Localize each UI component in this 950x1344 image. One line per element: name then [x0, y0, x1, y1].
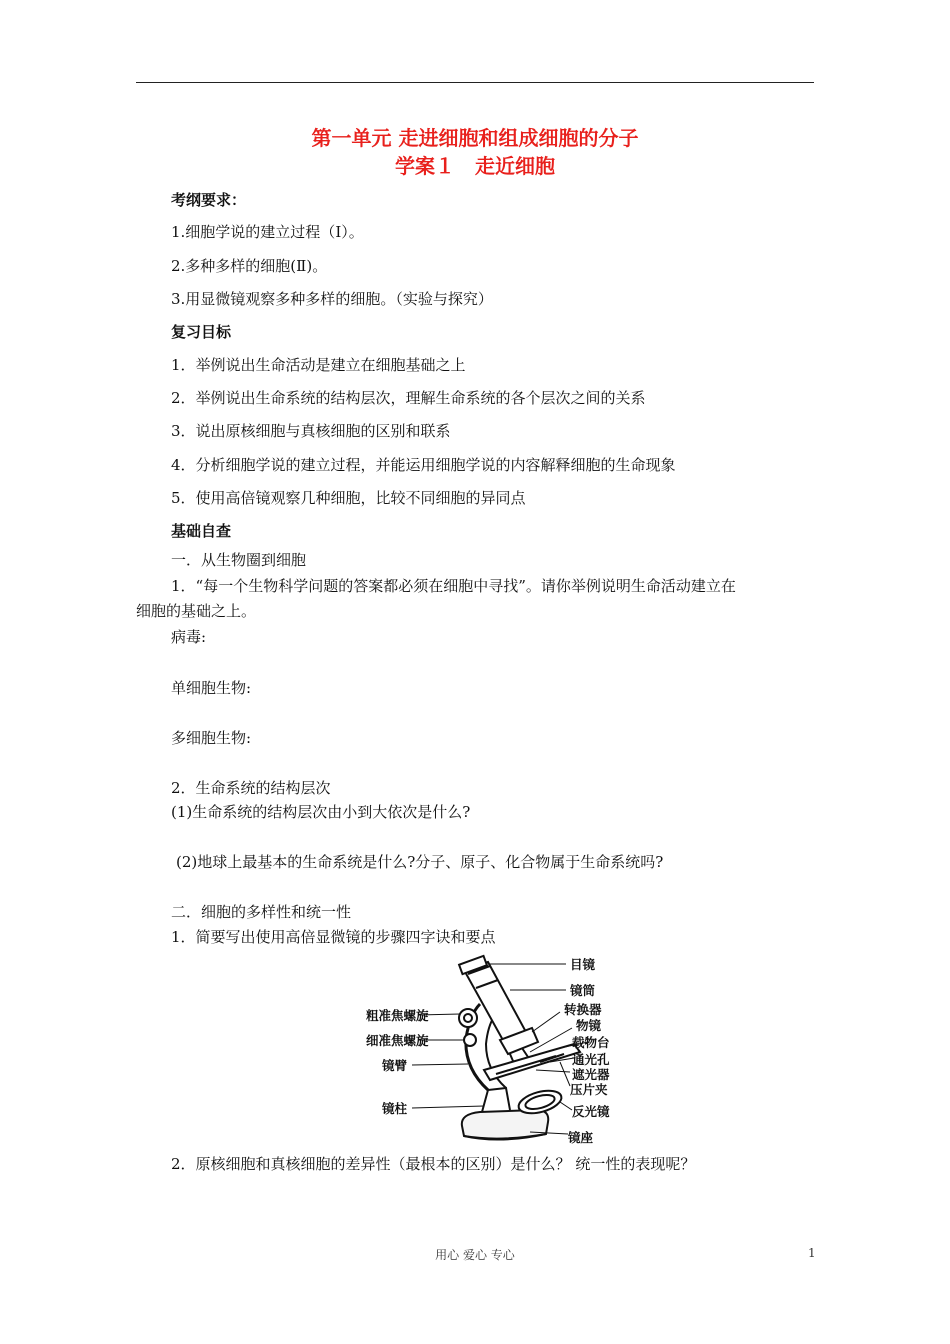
unit-title: 第一单元 走进细胞和组成细胞的分子 [311, 126, 639, 150]
label-base: 镜座 [568, 1130, 594, 1145]
label-eyepiece: 目镜 [570, 957, 596, 972]
lesson-title: 学案１ 走近细胞 [395, 154, 555, 178]
question-2-1: (1)生命系统的结构层次由小到大依次是什么? [171, 803, 471, 821]
goals-heading: 复习目标 [171, 323, 232, 341]
footer-text: 用心 爱心 专心 [435, 1248, 515, 1262]
header-rule [136, 82, 814, 83]
page-number: 1 [808, 1246, 816, 1260]
goal-item: 4．分析细胞学说的建立过程，并能运用细胞学说的内容解释细胞的生命现象 [171, 456, 676, 474]
label-fine-focus: 细准焦螺旋 [366, 1033, 429, 1048]
multicellular-label: 多细胞生物: [171, 729, 252, 747]
goal-item: 1．举例说出生命活动是建立在细胞基础之上 [171, 356, 466, 374]
goal-item: 2．举例说出生命系统的结构层次，理解生命系统的各个层次之间的关系 [171, 389, 646, 407]
goal-item: 3．说出原核细胞与真核细胞的区别和联系 [171, 422, 451, 440]
label-tube: 镜筒 [570, 983, 596, 998]
section-one-heading: 一．从生物圈到细胞 [171, 551, 307, 569]
question-3: 1．简要写出使用高倍显微镜的步骤四字诀和要点 [171, 928, 496, 946]
syllabus-heading: 考纲要求： [171, 191, 247, 209]
unicellular-label: 单细胞生物: [171, 679, 252, 697]
virus-label: 病毒: [171, 628, 207, 646]
label-objective: 物镜 [576, 1018, 602, 1033]
label-coarse-focus: 粗准焦螺旋 [366, 1008, 429, 1023]
label-arm: 镜臂 [382, 1058, 408, 1073]
section-two-heading: 二．细胞的多样性和统一性 [171, 903, 352, 921]
syllabus-item: 2.多种多样的细胞(Ⅱ)。 [171, 257, 328, 275]
label-diaphragm: 遮光器 [572, 1067, 610, 1082]
syllabus-item: 3.用显微镜观察多种多样的细胞。（实验与探究） [171, 290, 493, 308]
question-2: 2．生命系统的结构层次 [171, 779, 331, 797]
label-mirror: 反光镜 [572, 1104, 610, 1119]
basics-heading: 基础自查 [171, 522, 232, 540]
label-stage-clip: 压片夹 [570, 1082, 608, 1097]
goal-item: 5．使用高倍镜观察几种细胞，比较不同细胞的异同点 [171, 489, 526, 507]
label-pillar: 镜柱 [382, 1101, 408, 1116]
microscope-diagram [360, 952, 630, 1148]
label-aperture: 通光孔 [572, 1052, 610, 1067]
question-1-line1: 1．“每一个生物科学问题的答案都必须在细胞中寻找”。请你举例说明生命活动建立在 [171, 577, 736, 595]
question-4: 2．原核细胞和真核细胞的差异性（最根本的区别）是什么？ 统一性的表现呢？ [171, 1155, 696, 1173]
syllabus-item: 1.细胞学说的建立过程（Ⅰ）。 [171, 223, 364, 241]
label-stage: 载物台 [572, 1035, 610, 1050]
label-nosepiece: 转换器 [564, 1002, 602, 1017]
question-1-line2: 细胞的基础之上。 [136, 602, 257, 620]
question-2-2: (2)地球上最基本的生命系统是什么?分子、原子、化合物属于生命系统吗? [176, 853, 664, 871]
